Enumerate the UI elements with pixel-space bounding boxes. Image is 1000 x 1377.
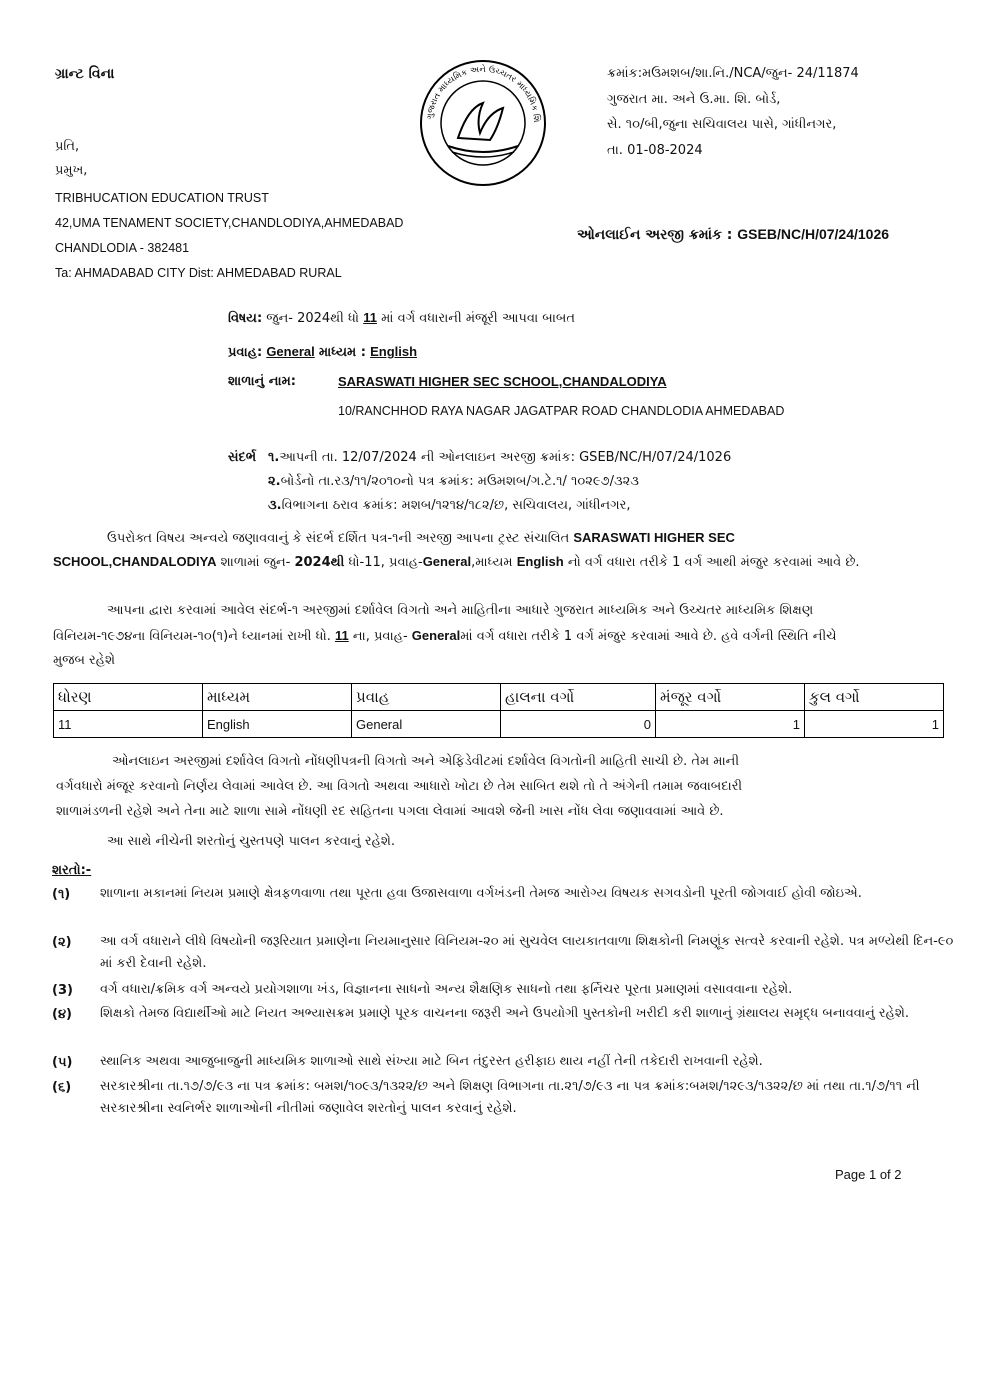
condition-number: (૪) bbox=[52, 1007, 72, 1022]
class-status-table bbox=[53, 683, 944, 738]
reference-2-text: બોર્ડનો તા.ર૩/૧૧/૨૦૧૦નો પત્ર ક્રમાંક: મઉમશબ/ગ.ટે.૧/ ૧૦૨૯૭/૩૨૩ bbox=[280, 474, 639, 489]
stream-line bbox=[228, 344, 417, 360]
school-label: શાળાનું નામ: bbox=[228, 374, 296, 389]
reference-1-text: આપની તા. 12/07/2024 ની ઓનલાઇન અરજી ક્રમાંક: GSEB/NC/H/07/24/1026 bbox=[279, 450, 732, 465]
p2-std: 11 bbox=[334, 628, 349, 643]
table-row bbox=[54, 711, 944, 738]
p1-text-b: શાળામાં જુન- bbox=[220, 555, 291, 570]
table-header-row bbox=[54, 684, 944, 711]
table-header: મંજૂર વર્ગો bbox=[656, 684, 805, 711]
p2-stream: General bbox=[411, 628, 461, 643]
p1-medium: English bbox=[516, 554, 564, 569]
school-address: 10/RANCHHOD RAYA NAGAR JAGATPAR ROAD CHANDLODIA AHMEDABAD bbox=[338, 404, 785, 418]
p2-text-b: ના, પ્રવાહ- bbox=[352, 629, 408, 644]
reference-label: સંદર્ભ bbox=[228, 450, 257, 465]
p2-text-c: માં વર્ગ વધારા તરીકે 1 વર્ગ મંજુર કરવામાં આવે છે. હવે વર્ગની સ્થિતિ નીચે bbox=[460, 629, 837, 644]
table-header: પ્રવાહ bbox=[352, 684, 501, 711]
online-application bbox=[577, 226, 889, 243]
p2-text-a: વિનિયમ-૧૯૭૪ના વિનિયમ-૧૦(૧)ને ધ્યાનમાં રાખી ધો. bbox=[53, 629, 331, 644]
table-header: માધ્યમ bbox=[203, 684, 352, 711]
paragraph-1-line-2 bbox=[53, 554, 860, 570]
letter-date: તા. 01-08-2024 bbox=[607, 143, 703, 158]
table-cell: 1 bbox=[656, 711, 805, 738]
condition-number: (૨) bbox=[52, 935, 72, 950]
condition-number: (૧) bbox=[52, 887, 71, 902]
board-name: ગુજરાત મા. અને ઉ.મા. શિ. બોર્ડ, bbox=[607, 92, 781, 107]
p1-text-a: ઉપરોક્ત વિષય અન્વયે જણાવવાનું કે સંદર્ભ દર્શિત પત્ર-૧ની અરજી આપના ટ્રસ્ટ સંચાલિત bbox=[107, 531, 570, 546]
recipient-line-3: CHANDLODIA - 382481 bbox=[55, 241, 190, 255]
reference-3-num: ૩. bbox=[268, 498, 282, 513]
board-seal bbox=[418, 58, 548, 188]
reference-2-num: ૨. bbox=[268, 474, 281, 489]
reference-number: ક્રમાંક:મઉમશબ/શા.નિ./NCA/જુન- 24/11874 bbox=[607, 66, 859, 81]
subject-line bbox=[228, 310, 575, 326]
table-header: કુલ વર્ગો bbox=[805, 684, 944, 711]
online-application-label: ઓનલાઈન અરજી ક્રમાંક : bbox=[577, 227, 733, 243]
seal-text: ગુજરાત માધ્યમિક અને ઉચ્ચતર માધ્યમિક શિ bbox=[425, 64, 542, 123]
table-cell: 0 bbox=[501, 711, 656, 738]
stream-label: પ્રવાહ: bbox=[228, 345, 263, 360]
table-cell: English bbox=[203, 711, 352, 738]
p1-text-e: નો વર્ગ વધારા તરીકે 1 વર્ગ આથી મંજુર કરવામાં આવે છે. bbox=[567, 555, 860, 570]
paragraph-2-line-1: આપના દ્વારા કરવામાં આવેલ સંદર્ભ-૧ અરજીમાં દર્શાવેલ વિગતો અને માહિતીના આધારે ગુજરાત માધ્યમિક અને ઉચ્ચતર માધ્યમિક શિક્ષણ bbox=[107, 603, 814, 618]
table-cell: General bbox=[352, 711, 501, 738]
recipient-line-4: Ta: AHMADABAD CITY Dist: AHMEDABAD RURAL bbox=[55, 266, 342, 280]
p1-text-c: ધો-11, પ્રવાહ- bbox=[348, 555, 423, 570]
reference-1-num: ૧. bbox=[268, 450, 280, 465]
grant-label: ગ્રાન્ટ વિના bbox=[55, 66, 115, 82]
condition-text: સ્થાનિક અથવા આજુબાજુની માધ્યમિક શાળાઓ સાથે સંખ્યા માટે બિન તંદુરસ્ત હરીફાઇ થાય નહીં તેની તકેદારી રાખવાની રહેશે. bbox=[100, 1054, 763, 1069]
p1-school-part-1: SARASWATI HIGHER SEC bbox=[573, 530, 735, 545]
paragraph-3-line-1: ઓનલાઇન અરજીમાં દર્શાવેલ વિગતો નોંધણીપત્રની વિગતો અને એફિડેવીટમાં દર્શાવેલ વિગતોની માહિતી સાચી છે. તેમ માની bbox=[112, 754, 740, 769]
online-application-number: GSEB/NC/H/07/24/1026 bbox=[737, 226, 890, 242]
paragraph-2-line-2 bbox=[53, 628, 837, 644]
condition-text: સરકારશ્રીના તા.૧૭/૭/૯૩ ના પત્ર ક્રમાંક: બમશ/૧૦૯૩/૧૩૨૨/છ અને શિક્ષણ વિભાગના તા.૨૧/૭/૯૩ ના પત્ર ક્રમાંક:બમશ/૧૨૯૩/૧૩૨૨/છ માં તથા તા.૧/૭/૧૧ ની સરકારશ્રીના સ્વનિર્ભર શાળાઓની નીતીમાં જણાવેલ શરતોનું પાલન કરવાનું રહેશે. bbox=[100, 1079, 920, 1116]
stream-value: General bbox=[266, 344, 315, 359]
paragraph-3-line-2: વર્ગવધારો મંજૂર કરવાનો નિર્ણય લેવામાં આવેલ છે. આ વિગતો અથવા આધારો ખોટા છે તેમ સાબિત થશે તો તે અંગેની તમામ જવાબદારી bbox=[56, 779, 743, 794]
condition-text: શિક્ષકો તેમજ વિદ્યાર્થીઓ માટે નિયત અભ્યાસક્રમ પ્રમાણે પૂરક વાચનના જરૂરી અને ઉપયોગી પુસ્તકોની ખરીદી કરી શાળાનું ગ્રંથાલય સમૃદ્ધ બનાવવાનું રહેશે. bbox=[100, 1006, 910, 1021]
recipient-to: પ્રતિ, bbox=[55, 139, 80, 154]
condition-number: (૫) bbox=[52, 1055, 73, 1070]
paragraph-4: આ સાથે નીચેની શરતોનું ચુસ્તપણે પાલન કરવાનું રહેશે. bbox=[107, 834, 396, 849]
recipient-line-1: TRIBHUCATION EDUCATION TRUST bbox=[55, 191, 269, 205]
paragraph-2-line-3: મુજબ રહેશે bbox=[53, 653, 116, 668]
subject-text-a: જુન- 2024થી ધો bbox=[266, 311, 360, 326]
seal-emblem-icon bbox=[418, 58, 548, 188]
medium-value: English bbox=[370, 344, 418, 359]
board-address: સે. ૧૦/બી,જુના સચિવાલય પાસે, ગાંધીનગર, bbox=[607, 117, 837, 132]
condition-number: (3) bbox=[52, 983, 73, 998]
conditions-title: શરતો:- bbox=[52, 863, 92, 878]
reference-3-text: વિભાગના ઠરાવ ક્રમાંક: મશબ/૧૨૧૪/૧૮૨/છ, સચિવાલય, ગાંધીનગર, bbox=[281, 498, 631, 513]
recipient-title: પ્રમુખ, bbox=[55, 163, 88, 178]
medium-label: માધ્યમ : bbox=[318, 345, 366, 360]
school-name: SARASWATI HIGHER SEC SCHOOL,CHANDALODIYA bbox=[338, 374, 667, 389]
p1-school-part-2: SCHOOL,CHANDALODIYA bbox=[53, 554, 217, 569]
condition-number: (૬) bbox=[52, 1080, 72, 1095]
table-header: હાલના વર્ગો bbox=[501, 684, 656, 711]
subject-label: વિષય: bbox=[228, 311, 263, 326]
reference-3 bbox=[268, 498, 630, 513]
condition-text: આ વર્ગ વધારાને લીધે વિષયોની જરૂરિયાત પ્રમાણેના નિયમાનુસાર વિનિયમ-૨૦ માં સુચવેલ લાયકાતવાળા શિક્ષકોની નિમણૂંક સત્વરે કરવાની રહેશે. પત્ર મળ્યેથી દિન-૯૦ માં કરી દેવાની રહેશે. bbox=[100, 934, 954, 971]
p1-text-d: ,માધ્યમ bbox=[471, 555, 513, 570]
paragraph-3-line-3: શાળામંડળની રહેશે અને તેના માટે શાળા સામે નોંધણી રદ સહિતના પગલા લેવામાં આવશે જેની ખાસ નોંધ લેવા જણાવવામાં આવે છે. bbox=[56, 804, 724, 819]
condition-text: શાળાના મકાનમાં નિયમ પ્રમાણે ક્ષેત્રફળવાળા તથા પૂરતા હવા ઉજાસવાળા વર્ગખંડની તેમજ આરોગ્ય વિષયક સગવડોની પૂરતી જોગવાઈ હોવી જોઇએ. bbox=[100, 886, 862, 901]
reference-2 bbox=[268, 474, 639, 489]
table-cell: 1 bbox=[805, 711, 944, 738]
condition-text: વર્ગ વધારા/ક્રમિક વર્ગ અન્વયે પ્રયોગશાળા ખંડ, વિજ્ઞાનના સાધનો અન્ય શૈક્ષણિક સાધનો તથા ફર્નિચર પૂરતા પ્રમાણમાં વસાવવાના રહેશે. bbox=[100, 982, 793, 997]
table-header: ધોરણ bbox=[54, 684, 203, 711]
table-cell: 11 bbox=[54, 711, 203, 738]
page-number: Page 1 of 2 bbox=[835, 1167, 902, 1182]
recipient-line-2: 42,UMA TENAMENT SOCIETY,CHANDLODIYA,AHMEDABAD bbox=[55, 216, 404, 230]
paragraph-1-line-1 bbox=[107, 530, 735, 546]
p1-stream: General bbox=[422, 554, 472, 569]
subject-std: 11 bbox=[363, 310, 377, 325]
reference-1 bbox=[268, 450, 731, 465]
subject-text-b: માં વર્ગ વધારાની મંજૂરી આપવા બાબત bbox=[381, 311, 575, 326]
p1-year: 2024થી bbox=[294, 555, 345, 570]
